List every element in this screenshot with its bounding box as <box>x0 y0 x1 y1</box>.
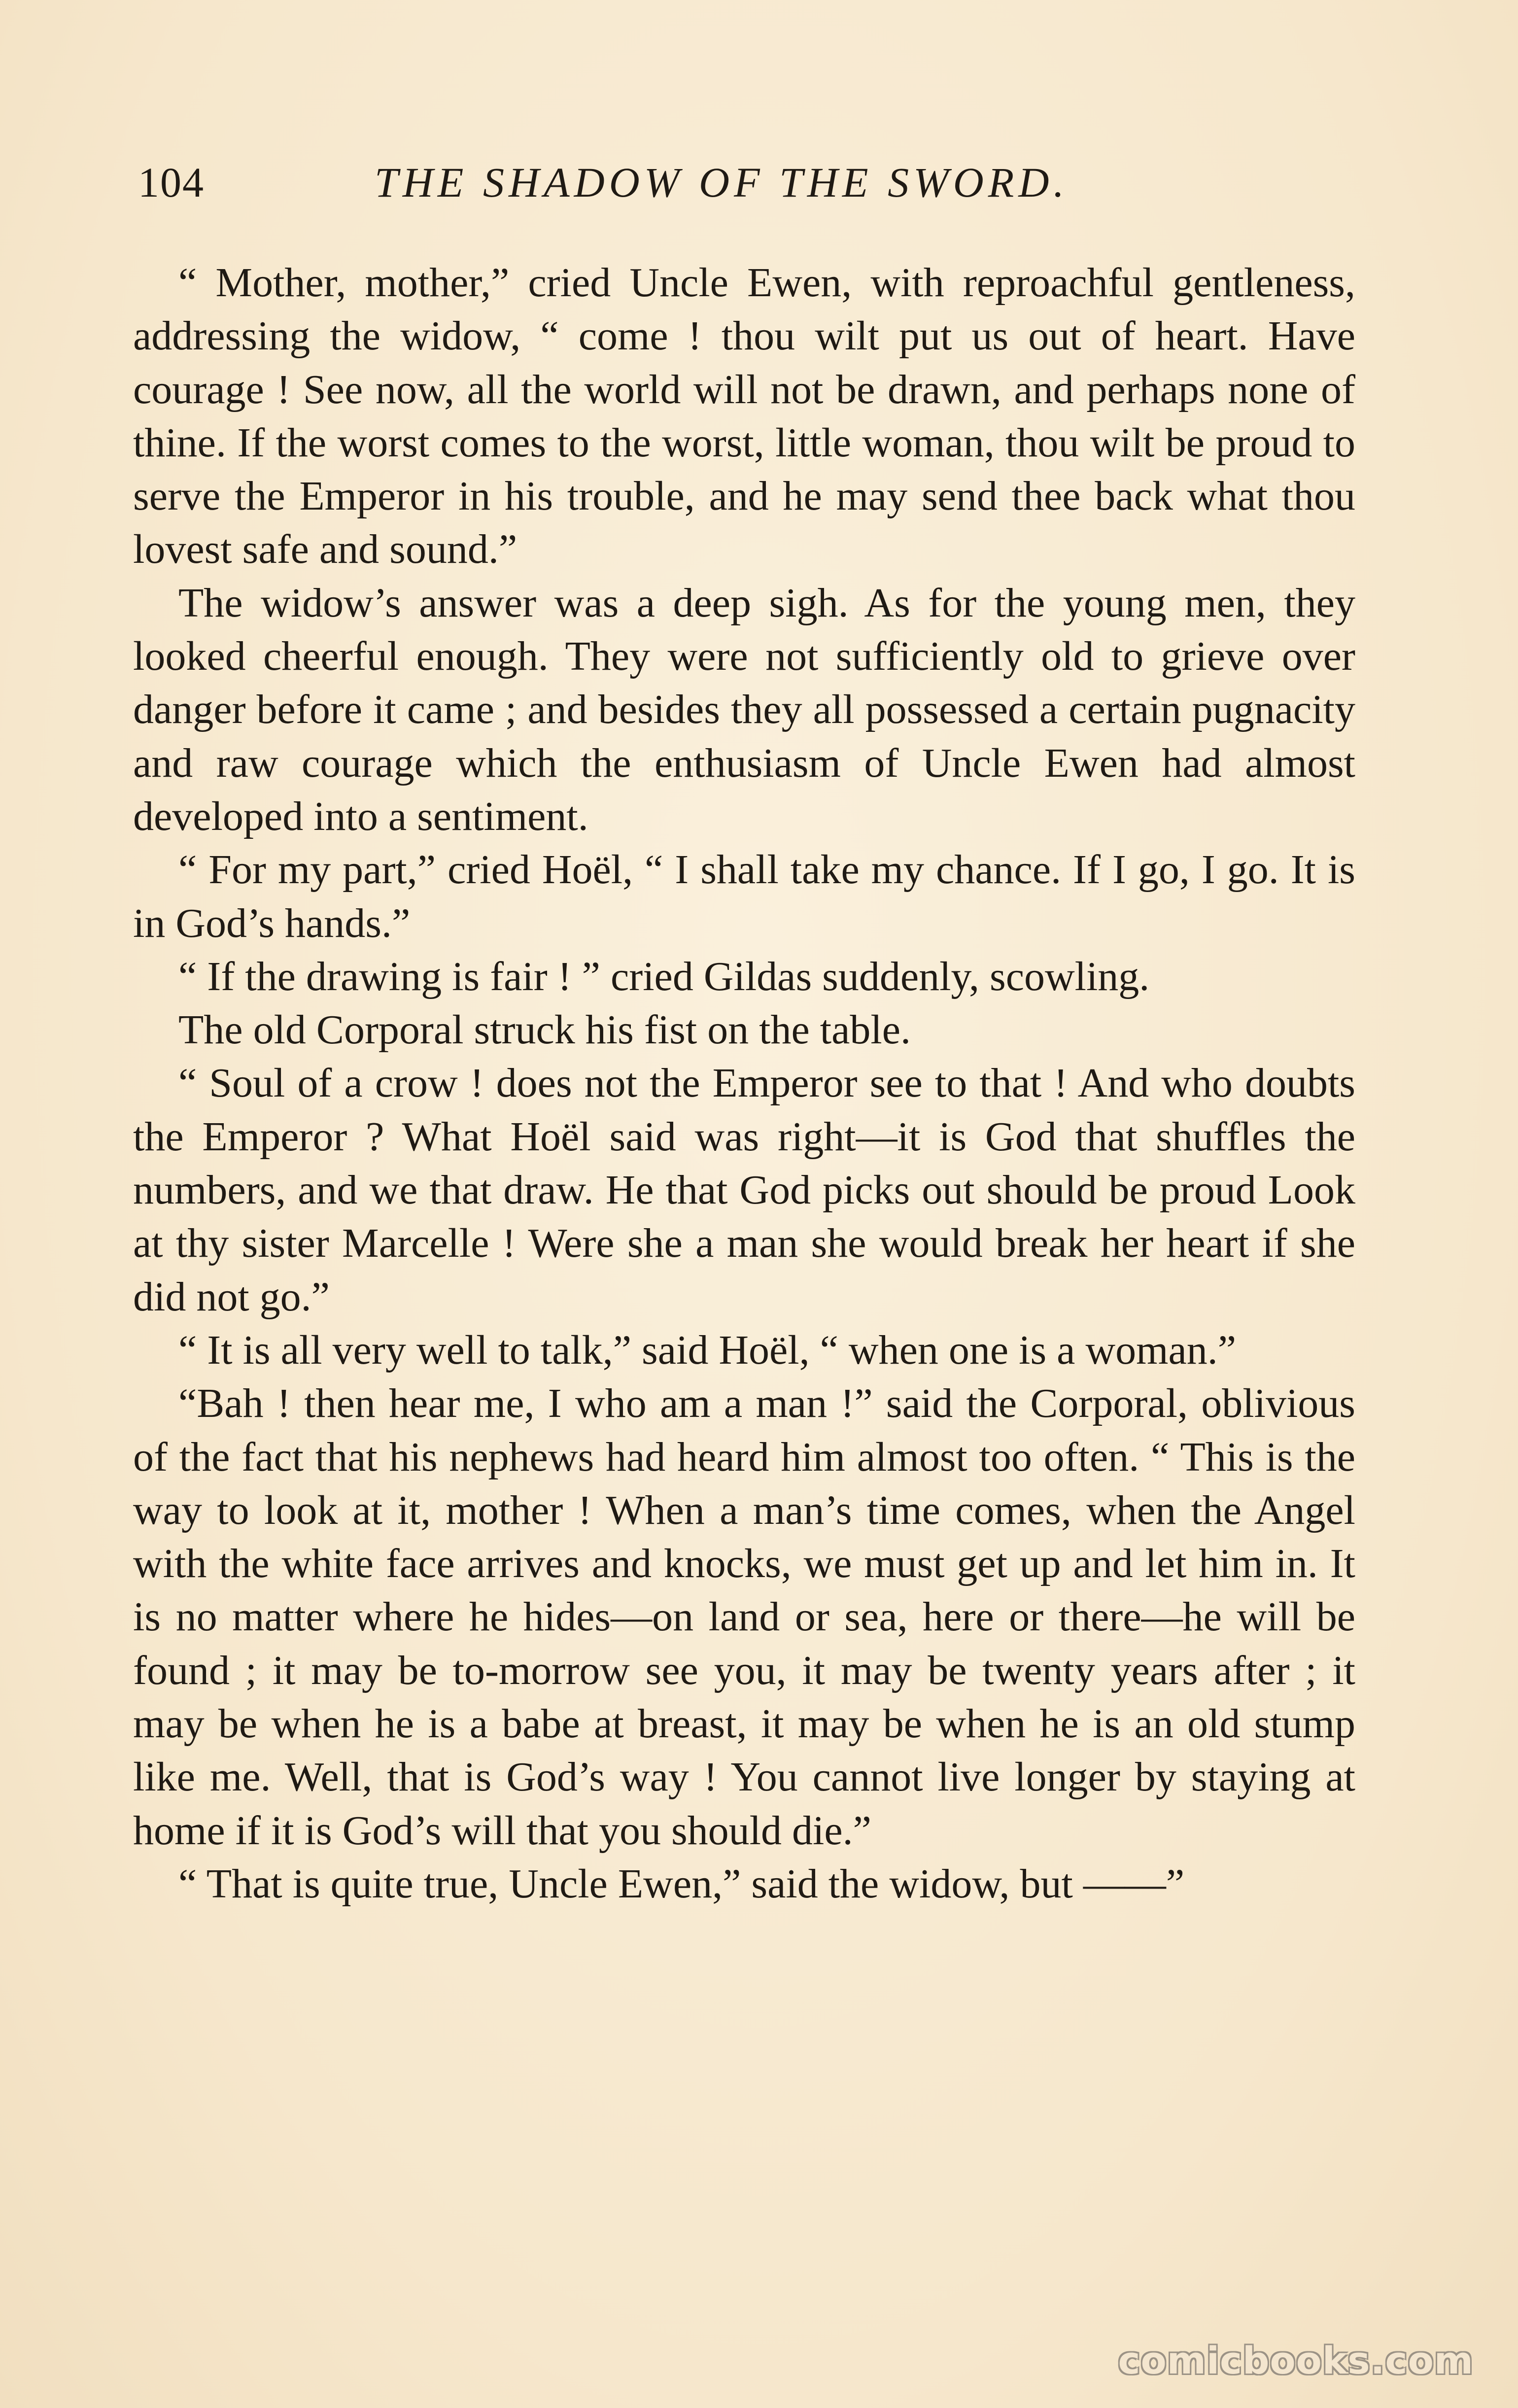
paragraph: “ For my part,” cried Hoël, “ I shall take my chance. If I go, I go. It is in God’s hands.” <box>133 847 1355 946</box>
paragraph: “ That is quite true, Uncle Ewen,” said the widow, but ——” <box>178 1860 1185 1907</box>
paragraph: “Bah ! then hear me, I who am a man !” said the Corporal, oblivious of the fact that his nephews had heard him almost too often. “ This is the way to look at it, mother ! When a man’s time comes, when the Angel with the white face arrives and knocks, we must get up and let him in. It is no matter where he hides—on land or sea, here or there—he will be found ; it may be to-morrow see you, it may be twenty years after ; it may be when he is a babe at breast, it may be when he is an old stump like me. Well, that is God’s way ! You cannot live longer by staying at home if it is God’s will that you should die.” <box>133 1380 1355 1854</box>
paragraph: “ Soul of a crow ! does not the Emperor see to that ! And who doubts the Emperor ? What Hoël said was right—it is God that shuffles the numbers, and we that draw. He that God picks out should be proud Look at thy sister Marcelle ! Were she a man she would break her heart if she did not go.” <box>133 1060 1355 1320</box>
paragraph: “ It is all very well to talk,” said Hoël, “ when one is a woman.” <box>178 1327 1237 1373</box>
paragraph: “ If the drawing is fair ! ” cried Gildas suddenly, scowling. <box>178 953 1150 999</box>
page-number: 104 <box>138 159 205 206</box>
body-text <box>133 256 1355 1911</box>
paragraph: The widow’s answer was a deep sigh. As for the young men, they looked cheerful enough. They were not sufficiently old to grieve over danger before it came ; and besides they all possessed a certain pugnacity and raw courage which the enthusiasm of Uncle Ewen had almost developed into a sentiment. <box>133 580 1355 839</box>
paragraph: The old Corporal struck his fist on the table. <box>178 1007 911 1053</box>
running-head <box>133 158 1355 217</box>
running-title: THE SHADOW OF THE SWORD. <box>375 159 1069 206</box>
watermark: comicbooks.com <box>1118 2339 1474 2382</box>
paragraph: “ Mother, mother,” cried Uncle Ewen, with reproachful gentleness, addressing the widow, “ come ! thou wilt put us out of heart. Have courage ! See now, all the world will not be drawn, and perhaps none of thine. If the worst comes to the worst, little woman, thou wilt be proud to serve the Emperor in his trouble, and he may send thee back what thou lovest safe and sound.” <box>133 260 1355 573</box>
